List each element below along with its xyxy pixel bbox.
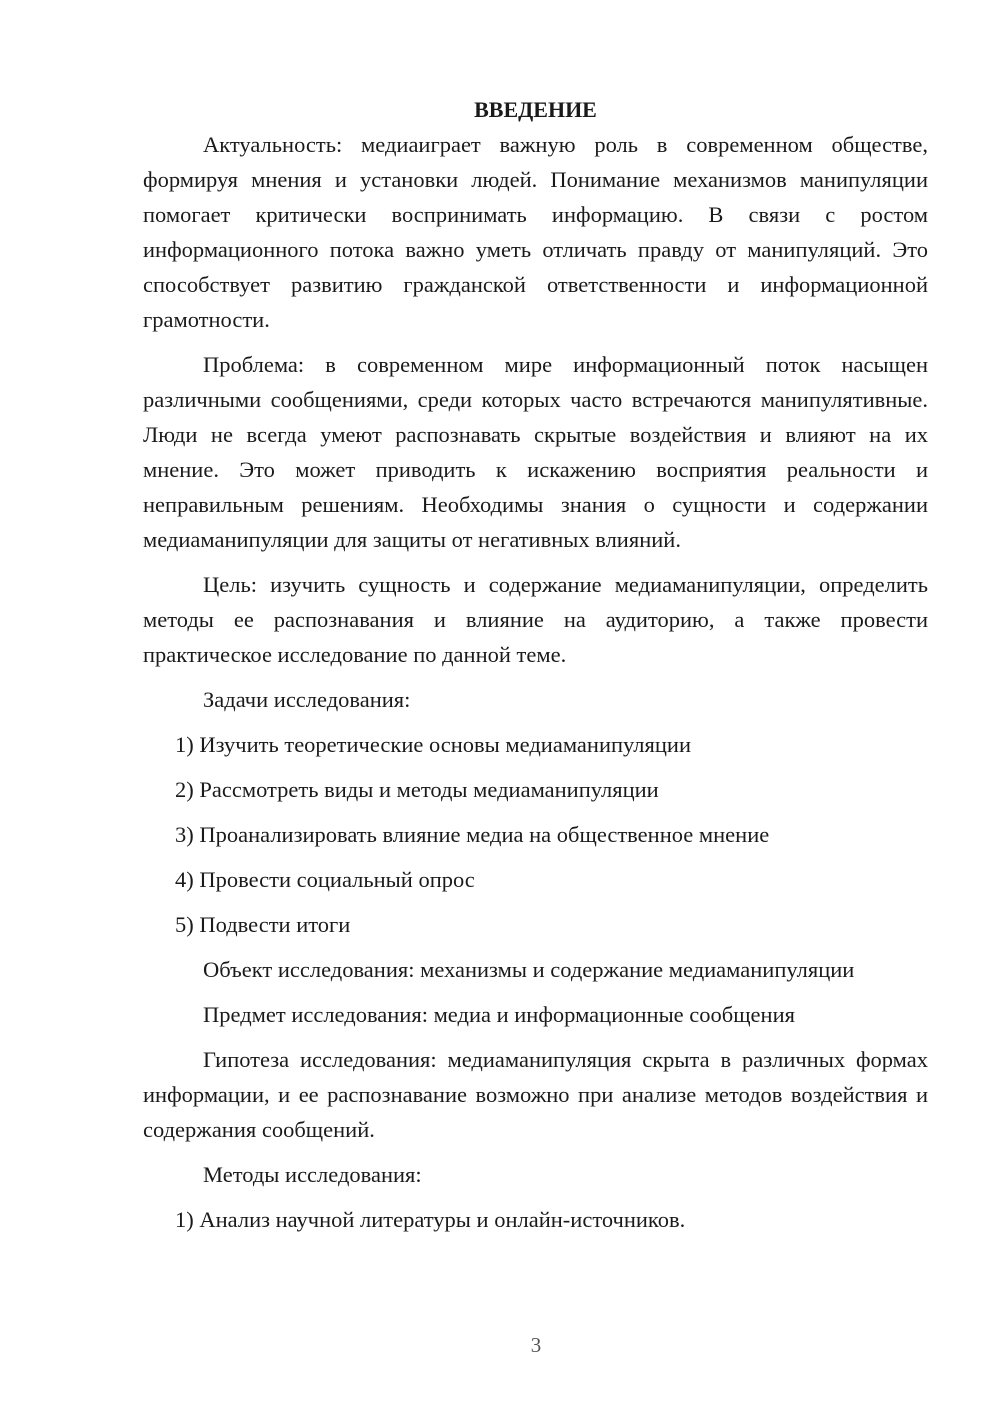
task-item-4: 4) Провести социальный опрос <box>175 867 475 892</box>
task-item-5: 5) Подвести итоги <box>175 912 351 937</box>
method-item-1: 1) Анализ научной литературы и онлайн-источников. <box>175 1207 686 1232</box>
page-number: 3 <box>530 1333 542 1357</box>
methods-heading: Методы исследования: <box>203 1162 422 1187</box>
task-item-1: 1) Изучить теоретические основы медиаманипуляции <box>175 732 691 757</box>
relevance-paragraph: Актуальность: медиаиграет важную роль в современном обществе, формируя мнения и установки людей. Понимание механизмов манипуляции помогает критически воспринимать информацию. В связи с ростом информационного потока важно уметь отличать правду от манипуляций. Это способствует развитию гражданской ответственности и информационной грамотности. <box>143 132 928 332</box>
goal-paragraph: Цель: изучить сущность и содержание медиаманипуляции, определить методы ее распознавания и влияние на аудиторию, а также провести практическое исследование по данной теме. <box>143 572 928 667</box>
tasks-heading: Задачи исследования: <box>203 687 411 712</box>
research-object: Объект исследования: механизмы и содержание медиаманипуляции <box>203 957 855 982</box>
task-item-2: 2) Рассмотреть виды и методы медиаманипуляции <box>175 777 659 802</box>
task-item-3: 3) Проанализировать влияние медиа на общественное мнение <box>175 822 770 847</box>
research-subject: Предмет исследования: медиа и информационные сообщения <box>203 1002 795 1027</box>
section-title: ВВЕДЕНИЕ <box>474 97 597 122</box>
problem-paragraph: Проблема: в современном мире информационный поток насыщен различными сообщениями, среди которых часто встречаются манипулятивные. Люди не всегда умеют распознавать скрытые воздействия и влияют на их мнение. Это может приводить к искажению восприятия реальности и неправильным решениям. Необходимы знания о сущности и содержании медиаманипуляции для защиты от негативных влияний. <box>143 352 928 552</box>
document-page <box>143 95 928 1247</box>
hypothesis-paragraph: Гипотеза исследования: медиаманипуляция скрыта в различных формах информации, и ее распознавание возможно при анализе методов воздействия и содержания сообщений. <box>143 1047 928 1142</box>
